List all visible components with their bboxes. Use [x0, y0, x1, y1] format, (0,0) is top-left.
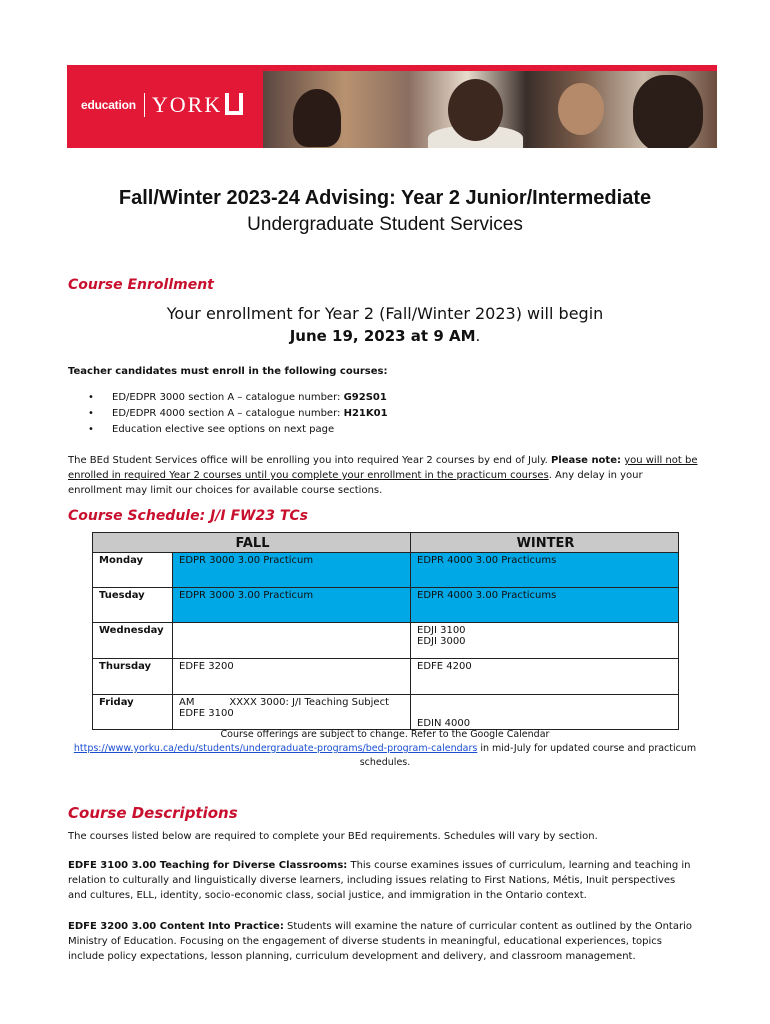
para-start: The BEd Student Services office will be enrolling you into required Year 2 courses by end of July.	[68, 455, 551, 466]
bullet-text: ED/EDPR 4000 section A – catalogue number:	[112, 408, 344, 419]
logo-u-mark	[225, 93, 243, 115]
winter-course: EDJI 3000	[417, 636, 466, 647]
enrollment-date: June 19, 2023 at 9 AM	[289, 327, 476, 345]
fall-am-line	[179, 697, 389, 708]
fall-cell: EDPR 3000 3.00 Practicum	[173, 588, 411, 623]
winter-cell: EDPR 4000 3.00 Practicums	[411, 553, 679, 588]
logo-education-text: education	[81, 98, 136, 112]
day-cell: Tuesday	[93, 588, 173, 623]
schedule-note	[0, 728, 770, 770]
banner-photo	[263, 71, 717, 148]
course-title: EDFE 3200 3.00 Content Into Practice:	[68, 921, 284, 932]
list-item	[88, 406, 388, 422]
photo-person	[633, 75, 703, 148]
para-underlined: you will not be	[624, 455, 698, 466]
table-row	[93, 553, 679, 588]
para-note-label: Please note:	[550, 455, 621, 466]
column-header-fall: FALL	[93, 533, 411, 553]
note-text: schedules.	[359, 757, 411, 768]
enrollment-paragraph	[68, 453, 708, 498]
note-text: in mid-July for updated course and practicum	[477, 743, 697, 754]
catalogue-number: G92S01	[343, 392, 387, 403]
section-heading-enrollment: Course Enrollment	[68, 277, 214, 293]
photo-person	[293, 89, 341, 147]
section-heading-schedule: Course Schedule: J/I FW23 TCs	[68, 508, 308, 524]
header-banner	[67, 65, 717, 148]
must-enroll-label: Teacher candidates must enroll in the following courses:	[68, 366, 388, 377]
table-row	[93, 588, 679, 623]
schedule-table	[92, 532, 679, 730]
york-education-logo	[81, 92, 243, 118]
para-underlined: enrolled in required Year 2 courses until you complete your enrollment in the practicum courses	[68, 470, 549, 481]
winter-course: EDJI 3100	[417, 625, 466, 636]
teaching-subject: XXXX 3000: J/I Teaching Subject	[229, 697, 389, 708]
day-cell: Monday	[93, 553, 173, 588]
bullet-text: Education elective see options on next page	[112, 424, 335, 435]
am-label: AM	[179, 697, 195, 708]
list-item	[88, 422, 388, 438]
fall-cell: EDPR 3000 3.00 Practicum	[173, 553, 411, 588]
catalogue-number: H21K01	[343, 408, 388, 419]
course-text: include policy expectations, lesson planning, curriculum development and delivery, and classroom management.	[68, 951, 636, 962]
enrollment-date-line	[0, 327, 770, 345]
winter-cell: EDFE 4200	[411, 659, 679, 695]
logo-separator	[144, 93, 145, 117]
table-row	[93, 623, 679, 659]
calendar-link[interactable]: https://www.yorku.ca/edu/students/undergraduate-programs/bed-program-calendars	[73, 743, 478, 754]
course-description	[68, 919, 708, 964]
course-text: This course examines issues of curriculum, learning and teaching in	[347, 860, 691, 871]
section-heading-descriptions: Course Descriptions	[68, 804, 238, 822]
photo-person	[448, 79, 503, 141]
page-subtitle: Undergraduate Student Services	[247, 214, 523, 235]
photo-person	[558, 83, 604, 135]
day-cell: Thursday	[93, 659, 173, 695]
course-text: and cultures, ELL, identity, socio-economic class, social justice, and immigration in the Ontario context.	[68, 890, 587, 901]
table-row	[93, 659, 679, 695]
winter-cell: EDPR 4000 3.00 Practicums	[411, 588, 679, 623]
required-courses-list	[88, 390, 388, 438]
fall-course: EDFE 3100	[179, 708, 234, 719]
descriptions-intro: The courses listed below are required to complete your BEd requirements. Schedules will vary by section.	[68, 831, 598, 842]
fall-cell	[173, 623, 411, 659]
winter-cell	[411, 623, 679, 659]
bullet-text: ED/EDPR 3000 section A – catalogue number:	[112, 392, 344, 403]
table-row	[93, 695, 679, 730]
column-header-winter: WINTER	[411, 533, 679, 553]
enrollment-start-line: Your enrollment for Year 2 (Fall/Winter 2023) will begin	[166, 304, 604, 323]
day-cell: Friday	[93, 695, 173, 730]
enrollment-date-end: .	[475, 327, 481, 345]
fall-cell	[173, 695, 411, 730]
page-title: Fall/Winter 2023-24 Advising: Year 2 Junior/Intermediate	[118, 187, 652, 209]
logo-york-text: YORK	[151, 92, 223, 117]
course-title: EDFE 3100 3.00 Teaching for Diverse Classrooms:	[68, 860, 348, 871]
course-text: Ministry of Education. Focusing on the engagement of diverse students in meaningful, educational experiences, topics	[68, 936, 663, 947]
para-end: enrollment may limit our choices for available course sections.	[68, 485, 383, 496]
para-end: . Any delay in your	[548, 470, 643, 481]
table-header-row	[93, 533, 679, 553]
course-description	[68, 858, 708, 903]
list-item	[88, 390, 388, 406]
day-cell: Wednesday	[93, 623, 173, 659]
winter-cell: EDIN 4000	[411, 695, 679, 730]
note-text: Course offerings are subject to change. Refer to the Google Calendar	[220, 729, 550, 740]
fall-cell: EDFE 3200	[173, 659, 411, 695]
course-text: relation to culturally and linguistically diverse learners, including issues relating to First Nations, Métis, Inuit perspectives	[68, 875, 676, 886]
course-text: Students will examine the nature of curricular content as outlined by the Ontario	[283, 921, 692, 932]
